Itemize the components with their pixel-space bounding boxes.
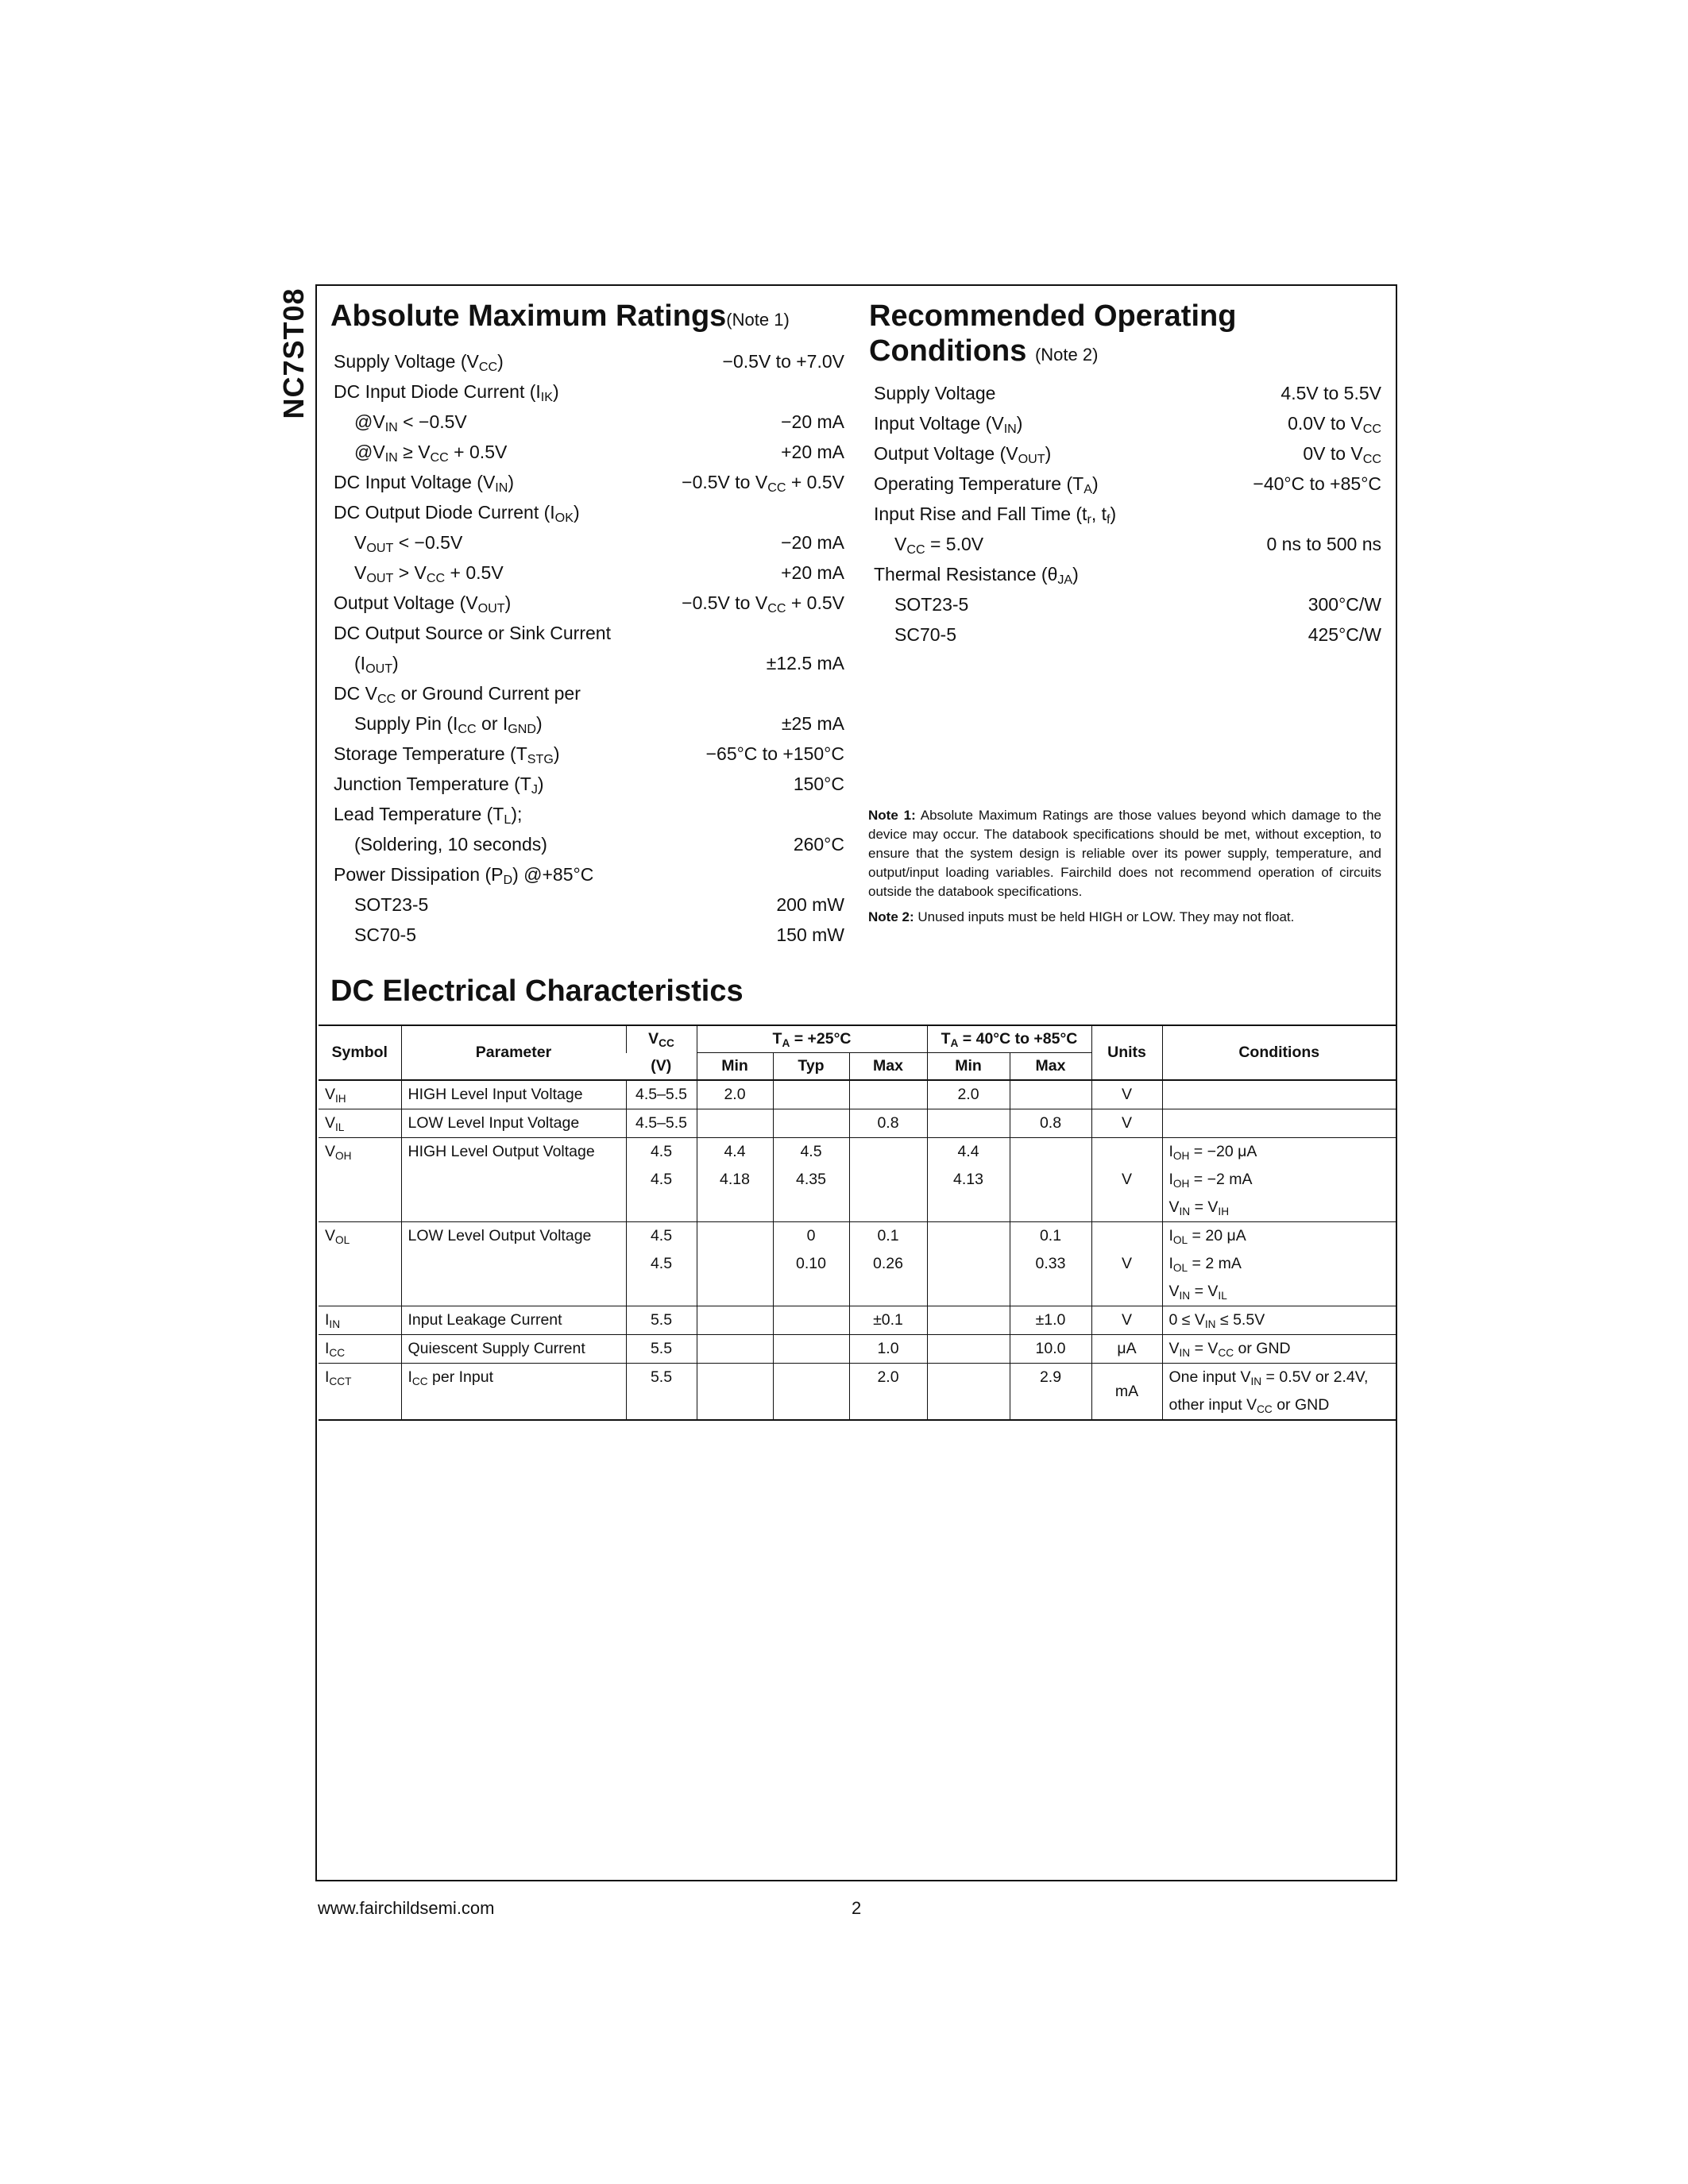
table-row bbox=[319, 1080, 1396, 1109]
notes-block bbox=[868, 806, 1381, 933]
cell-units: mA bbox=[1091, 1364, 1162, 1421]
abs-max-value: −65°C to +150°C bbox=[705, 743, 844, 764]
cell-min2 bbox=[927, 1306, 1010, 1335]
cell-conditions: $I_{OL} = 20$ μA $I_{OL} = 2$ mA $V_{IN} = V_{IL}$ bbox=[1162, 1222, 1396, 1306]
cell-conditions bbox=[1162, 1080, 1396, 1109]
cell-max: 1.0 bbox=[849, 1335, 927, 1364]
cell-vcc: 4.5 4.5 bbox=[626, 1222, 697, 1306]
cell-max bbox=[849, 1080, 927, 1109]
cell-min bbox=[697, 1222, 773, 1306]
cell-max2: 0.8 bbox=[1010, 1109, 1091, 1138]
abs-max-row bbox=[334, 588, 844, 618]
cell-parameter: Input Leakage Current bbox=[401, 1306, 626, 1335]
cell-typ bbox=[773, 1109, 849, 1138]
cell-vcc: 4.5–5.5 bbox=[626, 1109, 697, 1138]
rec-op-label: Supply Voltage bbox=[874, 383, 996, 403]
cell-units: V bbox=[1091, 1138, 1162, 1222]
col-vcc: $V_{CC}$ bbox=[626, 1025, 697, 1053]
abs-max-row bbox=[334, 467, 844, 497]
cell-typ: 0 0.10 bbox=[773, 1222, 849, 1306]
cell-conditions bbox=[1162, 1109, 1396, 1138]
cell-max2: ±1.0 bbox=[1010, 1306, 1091, 1335]
page-number: 2 bbox=[852, 1898, 862, 1918]
cell-conditions: $V_{IN} = V_{CC}$ or GND bbox=[1162, 1335, 1396, 1364]
abs-max-label: Lead Temperature $(T_L)$; bbox=[334, 804, 523, 827]
rec-op-row bbox=[874, 619, 1381, 650]
abs-max-row bbox=[334, 799, 844, 829]
cell-max2: 2.9 bbox=[1010, 1364, 1091, 1421]
abs-max-label: Output Voltage $(V_{OUT})$ bbox=[334, 592, 512, 615]
cell-min2 bbox=[927, 1335, 1010, 1364]
cell-units: V bbox=[1091, 1222, 1162, 1306]
cell-max2: 0.1 0.33 bbox=[1010, 1222, 1091, 1306]
abs-max-row bbox=[334, 407, 844, 437]
footer-url: www.fairchildsemi.com bbox=[318, 1898, 495, 1918]
cell-symbol: $V_{OH}$ bbox=[319, 1138, 401, 1222]
cell-units: V bbox=[1091, 1109, 1162, 1138]
col-vcc-unit: (V) bbox=[651, 1056, 672, 1075]
abs-max-row bbox=[334, 558, 844, 588]
table-row bbox=[319, 1138, 1396, 1222]
rec-op-label: Output Voltage $(V_{OUT})$ bbox=[874, 443, 1052, 466]
cell-max2: 10.0 bbox=[1010, 1335, 1091, 1364]
cell-parameter: $I_{CC}$ per Input bbox=[401, 1364, 626, 1421]
cell-max: 0.1 0.26 bbox=[849, 1222, 927, 1306]
cell-max: 2.0 bbox=[849, 1364, 927, 1421]
abs-max-row bbox=[334, 889, 844, 920]
abs-max-value: −0.5V to +7.0V bbox=[722, 351, 844, 372]
abs-max-label: Junction Temperature $(T_J)$ bbox=[334, 774, 544, 797]
table-row bbox=[319, 1335, 1396, 1364]
abs-max-label: SOT23-5 bbox=[354, 894, 429, 915]
abs-max-value: 150°C bbox=[793, 774, 844, 794]
dc-characteristics-table bbox=[319, 1024, 1396, 1421]
cell-min2 bbox=[927, 1109, 1010, 1138]
cell-min: 4.4 4.18 bbox=[697, 1138, 773, 1222]
table-row bbox=[319, 1222, 1396, 1306]
abs-max-label: DC Output Source or Sink Current bbox=[334, 623, 611, 643]
abs-max-label: SC70-5 bbox=[354, 924, 416, 945]
cell-parameter: LOW Level Output Voltage bbox=[401, 1222, 626, 1306]
cell-units: V bbox=[1091, 1080, 1162, 1109]
abs-max-row bbox=[334, 678, 844, 708]
note-label: Note 2: bbox=[868, 909, 914, 924]
cell-vcc: 4.5–5.5 bbox=[626, 1080, 697, 1109]
col-min: Min bbox=[697, 1053, 773, 1081]
cell-min bbox=[697, 1364, 773, 1421]
rec-op-row bbox=[874, 438, 1381, 469]
rec-op-label: Thermal Resistance $(\theta_{JA})$ bbox=[874, 564, 1079, 587]
abs-max-value: 150 mW bbox=[776, 924, 844, 945]
abs-max-label: $@V_{IN} < -0.5V$ bbox=[354, 411, 467, 434]
rec-op-value: −40°C to +85°C bbox=[1253, 473, 1381, 494]
abs-max-value: −0.5V to $V_{CC} + 0.5V$ bbox=[682, 472, 844, 495]
cell-vcc: 5.5 bbox=[626, 1335, 697, 1364]
cell-max: ±0.1 bbox=[849, 1306, 927, 1335]
cell-vcc: 5.5 bbox=[626, 1306, 697, 1335]
cell-typ bbox=[773, 1306, 849, 1335]
cell-min bbox=[697, 1306, 773, 1335]
col-ta25: $T_A = +25^\circ C$ bbox=[697, 1025, 927, 1053]
cell-typ: 4.5 4.35 bbox=[773, 1138, 849, 1222]
abs-max-label: $V_{OUT} < -0.5V$ bbox=[354, 532, 463, 555]
rec-op-label: SC70-5 bbox=[894, 624, 956, 645]
rec-op-row bbox=[874, 408, 1381, 438]
abs-max-label: $V_{OUT} > V_{CC} + 0.5V$ bbox=[354, 562, 504, 585]
abs-max-row bbox=[334, 346, 844, 376]
abs-max-label: Supply Voltage $(V_{CC})$ bbox=[334, 351, 504, 374]
cell-symbol: $V_{IL}$ bbox=[319, 1109, 401, 1138]
abs-max-row bbox=[334, 920, 844, 950]
cell-symbol: $I_{IN}$ bbox=[319, 1306, 401, 1335]
cell-symbol: $I_{CCT}$ bbox=[319, 1364, 401, 1421]
note-text: Absolute Maximum Ratings are those values beyond which damage to the device may occur. The databook specifications should be met, without exception, to ensure that the system design is reliable over its power supply, temperature, and output/input loading variables. Fairchild does not recommend operation of circuits outside the databook specifications. bbox=[868, 808, 1381, 899]
cell-max2 bbox=[1010, 1080, 1091, 1109]
rec-op-value: 425°C/W bbox=[1308, 624, 1381, 645]
cell-conditions: $I_{OH} = -20$ μA $I_{OH} = -2$ mA $V_{IN} = V_{IH}$ bbox=[1162, 1138, 1396, 1222]
col-min2: Min bbox=[927, 1053, 1010, 1081]
dc-heading: DC Electrical Characteristics bbox=[330, 974, 744, 1008]
cell-min2 bbox=[927, 1222, 1010, 1306]
abs-max-value: ±25 mA bbox=[781, 713, 844, 734]
col-typ: Typ bbox=[773, 1053, 849, 1081]
cell-symbol: $V_{OL}$ bbox=[319, 1222, 401, 1306]
abs-max-value: −20 mA bbox=[781, 532, 844, 553]
abs-max-label: Power Dissipation $(P_D)$ @+85°C bbox=[334, 864, 594, 887]
abs-max-row bbox=[334, 437, 844, 467]
abs-max-row bbox=[334, 708, 844, 739]
rec-op-label: Input Voltage $(V_{IN})$ bbox=[874, 413, 1023, 436]
abs-max-heading: Absolute Maximum Ratings(Note 1) bbox=[330, 299, 790, 333]
abs-max-label: $(I_{OUT})$ bbox=[354, 653, 399, 676]
cell-typ bbox=[773, 1080, 849, 1109]
rec-op-note-ref: (Note 2) bbox=[1034, 345, 1099, 365]
abs-max-row bbox=[334, 497, 844, 527]
abs-max-label: DC $V_{CC}$ or Ground Current per bbox=[334, 683, 581, 706]
cell-units: V bbox=[1091, 1306, 1162, 1335]
abs-max-value: −0.5V to $V_{CC} + 0.5V$ bbox=[682, 592, 844, 615]
cell-min2: 2.0 bbox=[927, 1080, 1010, 1109]
cell-min bbox=[697, 1109, 773, 1138]
rec-op-label: Input Rise and Fall Time ($t_r$, $t_f$) bbox=[874, 504, 1117, 527]
cell-parameter: HIGH Level Output Voltage bbox=[401, 1138, 626, 1222]
cell-parameter: LOW Level Input Voltage bbox=[401, 1109, 626, 1138]
abs-max-note-ref: (Note 1) bbox=[726, 310, 790, 330]
rec-op-row bbox=[874, 469, 1381, 499]
cell-parameter: Quiescent Supply Current bbox=[401, 1335, 626, 1364]
side-part-number: NC7ST08 bbox=[277, 287, 310, 419]
rec-op-list bbox=[874, 378, 1381, 650]
rec-op-label: SOT23-5 bbox=[894, 594, 969, 615]
col-symbol: Symbol bbox=[319, 1025, 401, 1080]
abs-max-row bbox=[334, 769, 844, 799]
abs-max-value: −20 mA bbox=[781, 411, 844, 432]
col-parameter: Parameter bbox=[401, 1025, 626, 1080]
abs-max-label: Supply Pin ($I_{CC}$ or $I_{GND}$) bbox=[354, 713, 543, 736]
abs-max-label: DC Input Voltage $(V_{IN})$ bbox=[334, 472, 515, 495]
note-paragraph bbox=[868, 806, 1381, 901]
cell-max: 0.8 bbox=[849, 1109, 927, 1138]
rec-op-row bbox=[874, 378, 1381, 408]
rec-op-value: 0.0V to $V_{CC}$ bbox=[1288, 413, 1381, 436]
abs-max-label: (Soldering, 10 seconds) bbox=[354, 834, 547, 855]
rec-op-label: $V_{CC} = 5.0V$ bbox=[894, 534, 984, 557]
cell-min2: 4.4 4.13 bbox=[927, 1138, 1010, 1222]
abs-max-row bbox=[334, 376, 844, 407]
col-conditions: Conditions bbox=[1162, 1025, 1396, 1080]
table-row bbox=[319, 1364, 1396, 1421]
cell-vcc: 4.5 4.5 bbox=[626, 1138, 697, 1222]
abs-max-value: 260°C bbox=[793, 834, 844, 855]
cell-max bbox=[849, 1138, 927, 1222]
abs-max-row bbox=[334, 859, 844, 889]
col-max: Max bbox=[849, 1053, 927, 1081]
cell-min: 2.0 bbox=[697, 1080, 773, 1109]
abs-max-row bbox=[334, 739, 844, 769]
cell-typ bbox=[773, 1364, 849, 1421]
note-text: Unused inputs must be held HIGH or LOW. They may not float. bbox=[914, 909, 1295, 924]
cell-typ bbox=[773, 1335, 849, 1364]
cell-min2 bbox=[927, 1364, 1010, 1421]
abs-max-label: $@V_{IN} \ge V_{CC} + 0.5V$ bbox=[354, 442, 508, 465]
cell-conditions: $0 \le V_{IN} \le 5.5V$ bbox=[1162, 1306, 1396, 1335]
rec-op-value: 0 ns to 500 ns bbox=[1266, 534, 1381, 554]
col-ta40: $T_A = 40^\circ C$ to +85°C bbox=[927, 1025, 1091, 1053]
abs-max-row bbox=[334, 648, 844, 678]
rec-op-label: Operating Temperature $(T_A)$ bbox=[874, 473, 1099, 496]
abs-max-row bbox=[334, 618, 844, 648]
abs-max-value: ±12.5 mA bbox=[766, 653, 844, 673]
rec-op-value: 0V to $V_{CC}$ bbox=[1303, 443, 1381, 466]
abs-max-value: +20 mA bbox=[781, 562, 844, 583]
cell-vcc: 5.5 bbox=[626, 1364, 697, 1421]
rec-op-heading: Recommended Operating Conditions (Note 2) bbox=[869, 299, 1237, 368]
cell-max2 bbox=[1010, 1138, 1091, 1222]
rec-op-value: 4.5V to 5.5V bbox=[1280, 383, 1381, 403]
cell-parameter: HIGH Level Input Voltage bbox=[401, 1080, 626, 1109]
cell-conditions: One input $V_{IN} = 0.5V$ or 2.4V, other input $V_{CC}$ or GND bbox=[1162, 1364, 1396, 1421]
rec-op-row bbox=[874, 499, 1381, 529]
col-units: Units bbox=[1091, 1025, 1162, 1080]
abs-max-row bbox=[334, 829, 844, 859]
rec-op-value: 300°C/W bbox=[1308, 594, 1381, 615]
col-max2: Max bbox=[1010, 1053, 1091, 1081]
cell-min bbox=[697, 1335, 773, 1364]
abs-max-label: DC Input Diode Current $(I_{IK})$ bbox=[334, 381, 559, 404]
abs-max-label: Storage Temperature $(T_{STG})$ bbox=[334, 743, 560, 766]
note-paragraph bbox=[868, 908, 1381, 927]
rec-op-row bbox=[874, 589, 1381, 619]
abs-max-row bbox=[334, 527, 844, 558]
rec-op-row bbox=[874, 529, 1381, 559]
cell-units: μA bbox=[1091, 1335, 1162, 1364]
abs-max-list bbox=[334, 346, 844, 950]
rec-op-row bbox=[874, 559, 1381, 589]
cell-symbol: $V_{IH}$ bbox=[319, 1080, 401, 1109]
note-label: Note 1: bbox=[868, 808, 916, 823]
abs-max-value: 200 mW bbox=[776, 894, 844, 915]
abs-max-label: DC Output Diode Current $(I_{OK})$ bbox=[334, 502, 580, 525]
cell-symbol: $I_{CC}$ bbox=[319, 1335, 401, 1364]
table-row bbox=[319, 1109, 1396, 1138]
table-row bbox=[319, 1306, 1396, 1335]
abs-max-value: +20 mA bbox=[781, 442, 844, 462]
